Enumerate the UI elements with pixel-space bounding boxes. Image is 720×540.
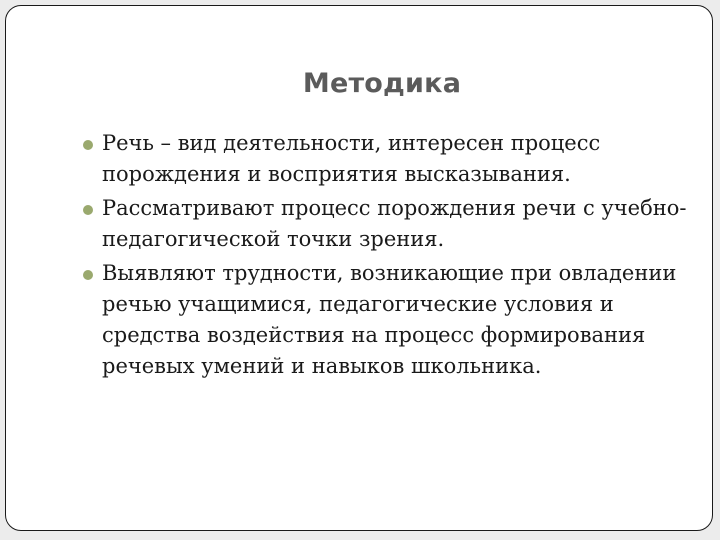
bullet-item xyxy=(102,193,692,255)
bullet-dot-icon xyxy=(83,270,93,280)
bullet-list xyxy=(102,128,692,385)
slide-title: Методика xyxy=(302,68,462,99)
bullet-text: Рассматривают процесс порождения речи с учебно-педагогической точки зрения. xyxy=(102,196,687,251)
bullet-item xyxy=(102,128,692,190)
bullet-text: Речь – вид деятельности, интересен процесс порождения и восприятия высказывания. xyxy=(102,131,601,186)
bullet-dot-icon xyxy=(83,205,93,215)
bullet-item xyxy=(102,258,692,382)
slide xyxy=(5,5,713,531)
bullet-text: Выявляют трудности, возникающие при овладении речью учащимися, педагогические условия и средства воздействия на процесс формирования речевых умений и навыков школьника. xyxy=(102,261,677,378)
bullet-dot-icon xyxy=(83,140,93,150)
